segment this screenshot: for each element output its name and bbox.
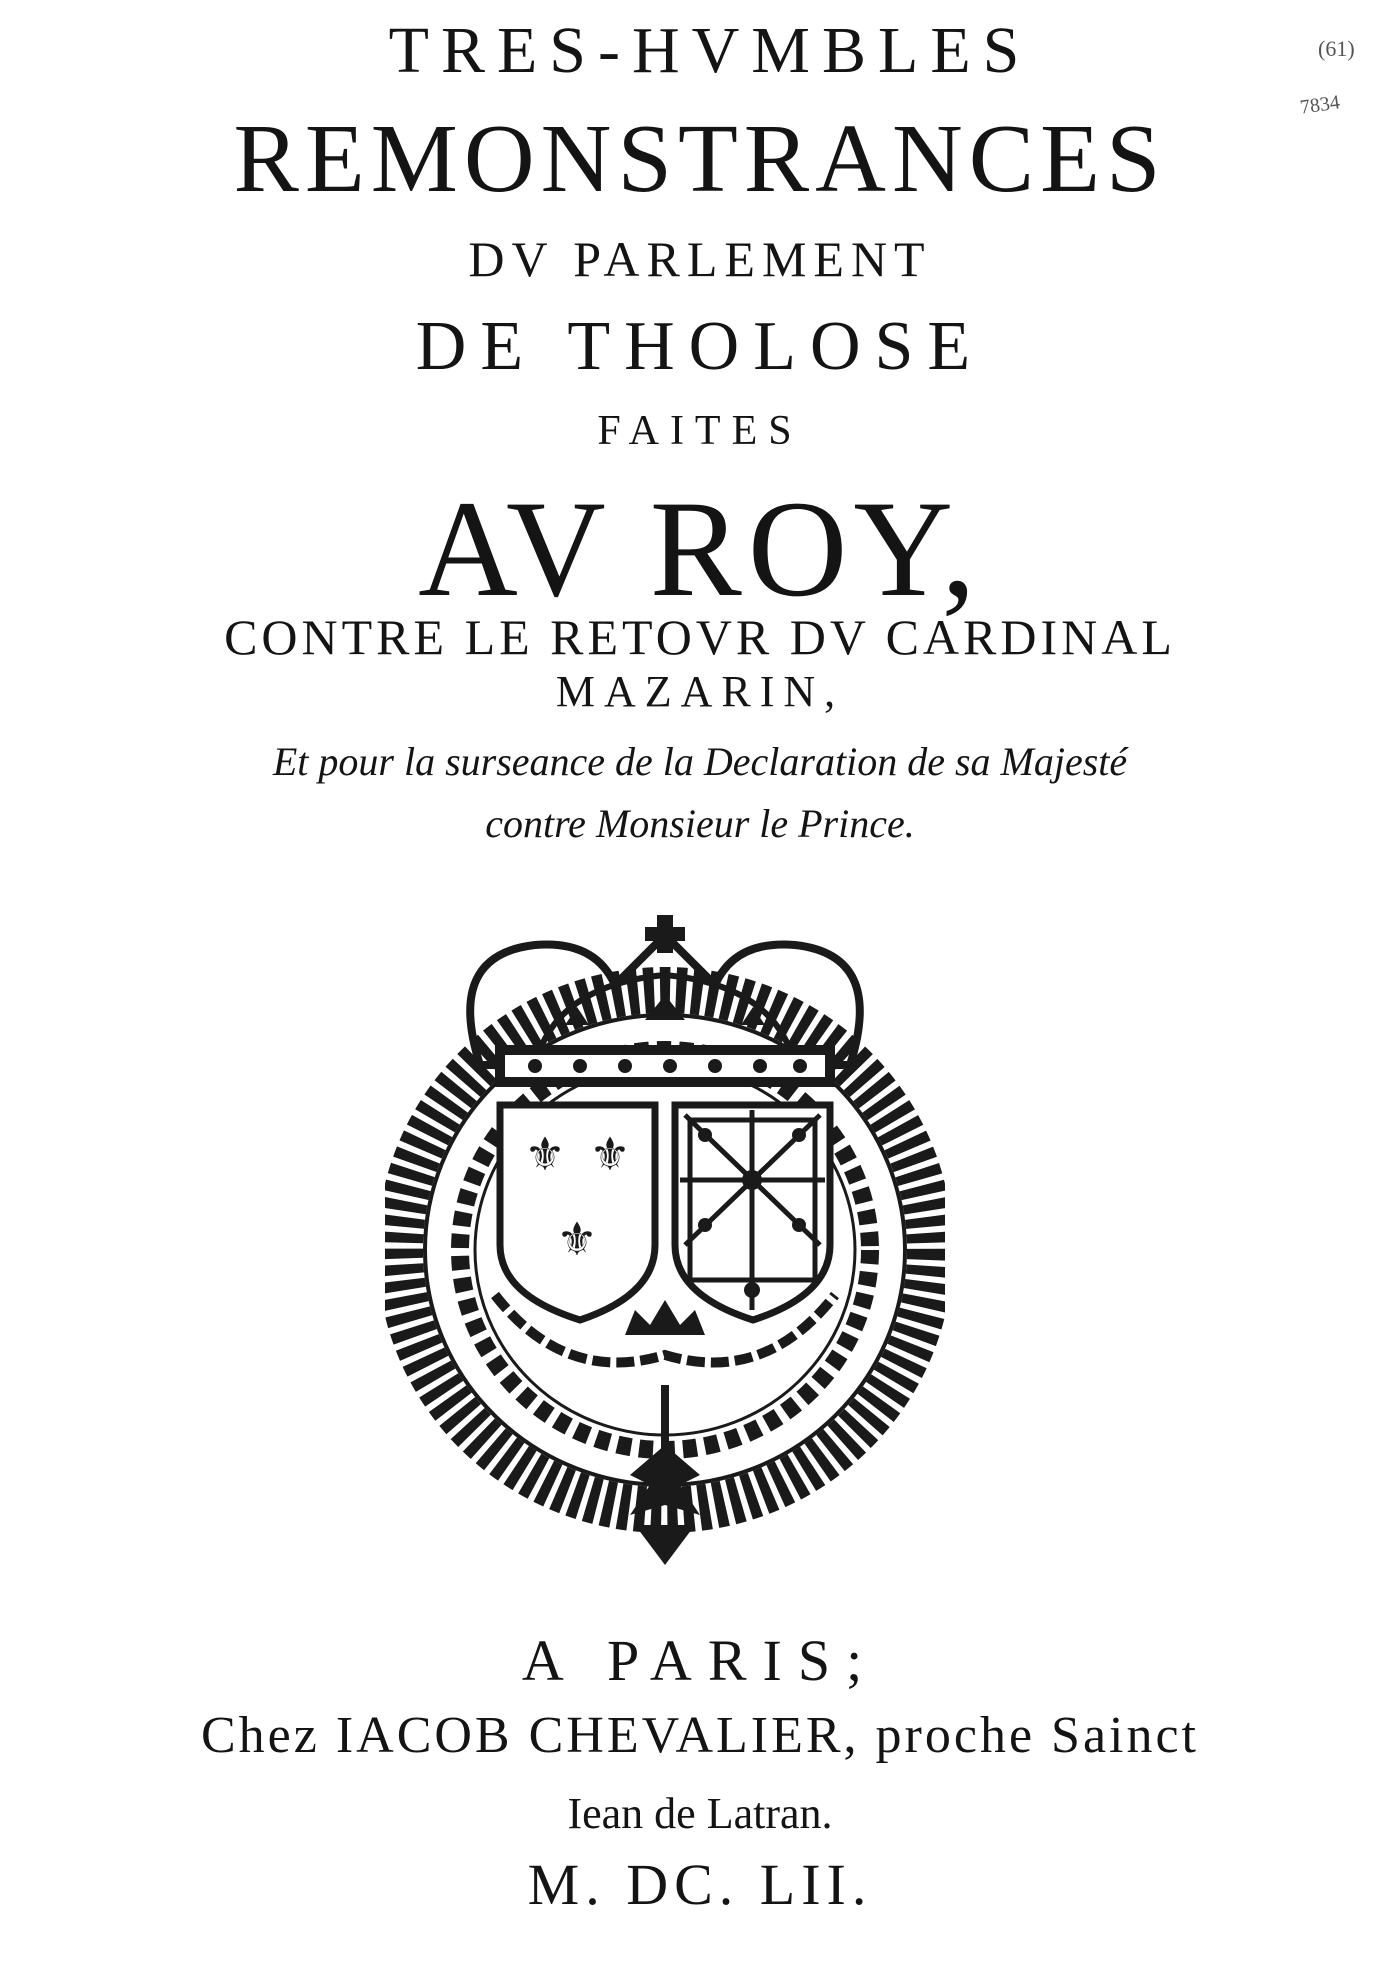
title-line-7: CONTRE LE RETOVR DV CARDINAL [224,609,1176,665]
title-line-2: REMONSTRANCES [233,105,1167,213]
title-line-1: TRES-HVMBLES [388,14,1032,87]
imprint-year: M. DC. LII. [527,1852,873,1917]
imprint-place: A PARIS; [521,1628,879,1693]
number-annotation: 7834 [1298,91,1342,119]
title-line-8: MAZARIN, [555,667,845,716]
imprint-address: Iean de Latran. [567,1789,833,1838]
title-line-5: FAITES [597,408,803,454]
title-line-4: DE THOLOSE [415,308,985,385]
svg-text:⚜: ⚜ [589,1127,631,1181]
subtitle-line-1: Et pour la surseance de la Declaration de sa Majesté [272,739,1128,784]
svg-text:⚜: ⚜ [556,1212,598,1266]
shelf-mark-annotation: (61) [1318,36,1355,61]
royal-coat-of-arms-icon [385,915,945,1575]
title-line-6: AV ROY, [418,472,982,625]
subtitle-line-2: contre Monsieur le Prince. [485,801,915,846]
imprint-printer: Chez IACOB CHEVALIER, proche Sainct [200,1707,1199,1764]
title-line-3: DV PARLEMENT [468,231,932,287]
svg-text:⚜: ⚜ [524,1127,566,1181]
